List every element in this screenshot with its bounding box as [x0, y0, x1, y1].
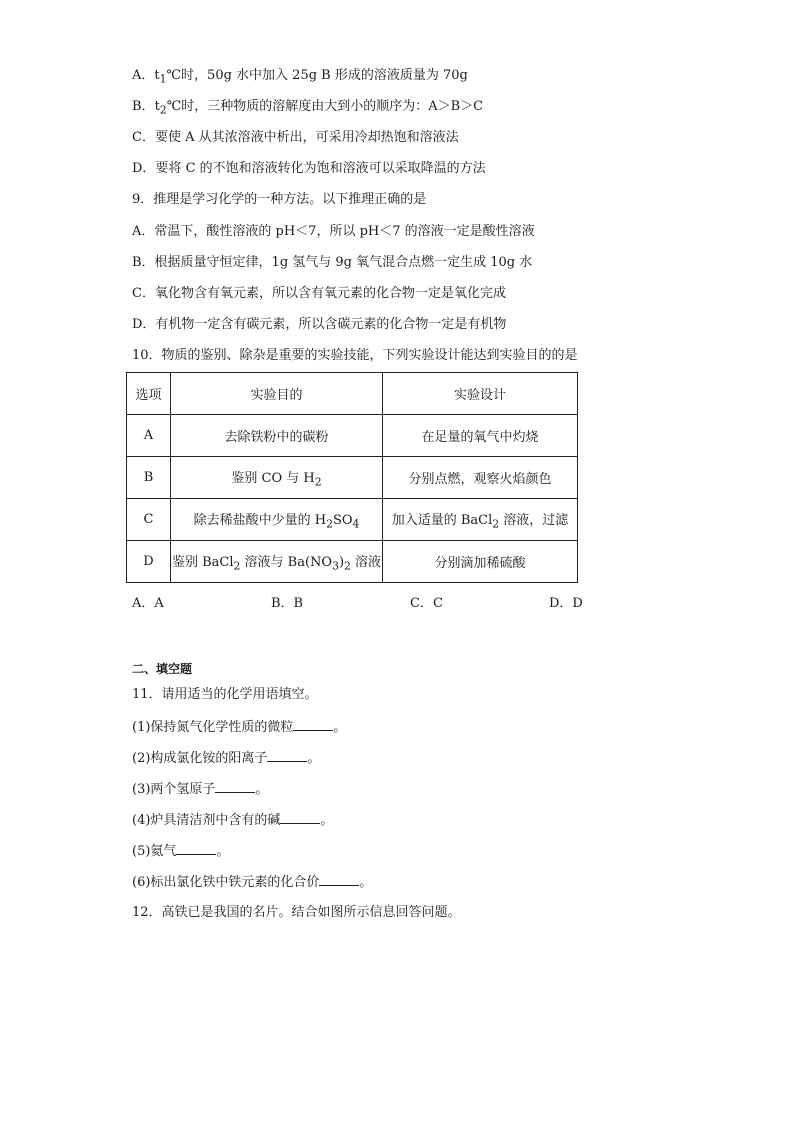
row-goal: 鉴别 CO 与 $H_2$ [171, 457, 383, 499]
row-option: A [127, 415, 171, 457]
q9-stem: 9．推理是学习化学的一种方法。以下推理正确的是 [132, 192, 427, 207]
q8-option-c: C．要使 A 从其浓溶液中析出，可采用冷却热饱和溶液法 [132, 130, 459, 145]
q12-stem: 12．高铁已是我国的名片。结合如图所示信息回答问题。 [132, 905, 461, 920]
table-row [127, 541, 578, 583]
answer-blank[interactable] [319, 873, 359, 886]
experiment-table [126, 372, 578, 583]
row-design: 加入适量的 BaCl$_2$ 溶液，过滤 [383, 499, 578, 541]
q9-option-d: D．有机物一定含有碳元素，所以含碳元素的化合物一定是有机物 [132, 317, 507, 332]
q11-item: (1)保持氮气化学性质的微粒 。 [132, 720, 347, 735]
q10-answer-c: C．C [410, 596, 443, 611]
answer-blank[interactable] [215, 780, 255, 793]
answer-blank[interactable] [293, 718, 333, 731]
row-goal: 鉴别 BaCl$_2$ 溶液与 $Ba(NO_3)_2$ 溶液 [171, 541, 383, 583]
q11-stem: 11．请用适当的化学用语填空。 [132, 687, 318, 702]
q11-item: (4)炉具清洁剂中含有的碱 。 [132, 813, 334, 828]
q10-answer-b: B．B [271, 596, 304, 611]
q8-option-d: D．要将 C 的不饱和溶液转化为饱和溶液可以采取降温的方法 [132, 161, 486, 176]
q9-option-a: A．常温下，酸性溶液的 pH＜7，所以 pH＜7 的溶液一定是酸性溶液 [132, 224, 535, 239]
q11-item: (3)两个氢原子 。 [132, 782, 269, 797]
table-row [127, 457, 578, 499]
row-option: D [127, 541, 171, 583]
q9-option-b: B．根据质量守恒定律，1g 氢气与 9g 氧气混合点燃一定生成 10g 水 [132, 255, 533, 270]
header-option: 选项 [127, 373, 171, 415]
section-title: 二、填空题 [132, 662, 193, 676]
table-row [127, 415, 578, 457]
q9-option-c: C．氧化物含有氧元素，所以含有氧元素的化合物一定是氧化完成 [132, 286, 506, 301]
q8-option-a: A．$t_1℃$时，50g 水中加入 25g B 形成的溶液质量为 70g [132, 68, 468, 86]
row-design: 分别滴加稀硫酸 [383, 541, 578, 583]
q8-option-b: B．$t_2℃$时，三种物质的溶解度由大到小的顺序为：A＞B＞C [132, 99, 484, 117]
answer-blank[interactable] [267, 749, 307, 762]
q11-item: (5)氦气 。 [132, 844, 230, 859]
q10-answer-d: D．D [549, 596, 583, 611]
q10-stem: 10．物质的鉴别、除杂是重要的实验技能，下列实验设计能达到实验目的的是 [132, 348, 578, 363]
answer-blank[interactable] [176, 842, 216, 855]
header-design: 实验设计 [383, 373, 578, 415]
table-row [127, 499, 578, 541]
table-header-row [127, 373, 578, 415]
header-goal: 实验目的 [171, 373, 383, 415]
row-option: C [127, 499, 171, 541]
q11-item: (2)构成氯化铵的阳离子 。 [132, 751, 321, 766]
row-goal: 除去稀盐酸中少量的 $H_2SO_4$ [171, 499, 383, 541]
row-design: 分别点燃，观察火焰颜色 [383, 457, 578, 499]
row-option: B [127, 457, 171, 499]
row-goal: 去除铁粉中的碳粉 [171, 415, 383, 457]
q11-item: (6)标出氯化铁中铁元素的化合价 。 [132, 875, 373, 890]
q10-answer-a: A．A [132, 596, 164, 611]
row-design: 在足量的氧气中灼烧 [383, 415, 578, 457]
answer-blank[interactable] [280, 811, 320, 824]
